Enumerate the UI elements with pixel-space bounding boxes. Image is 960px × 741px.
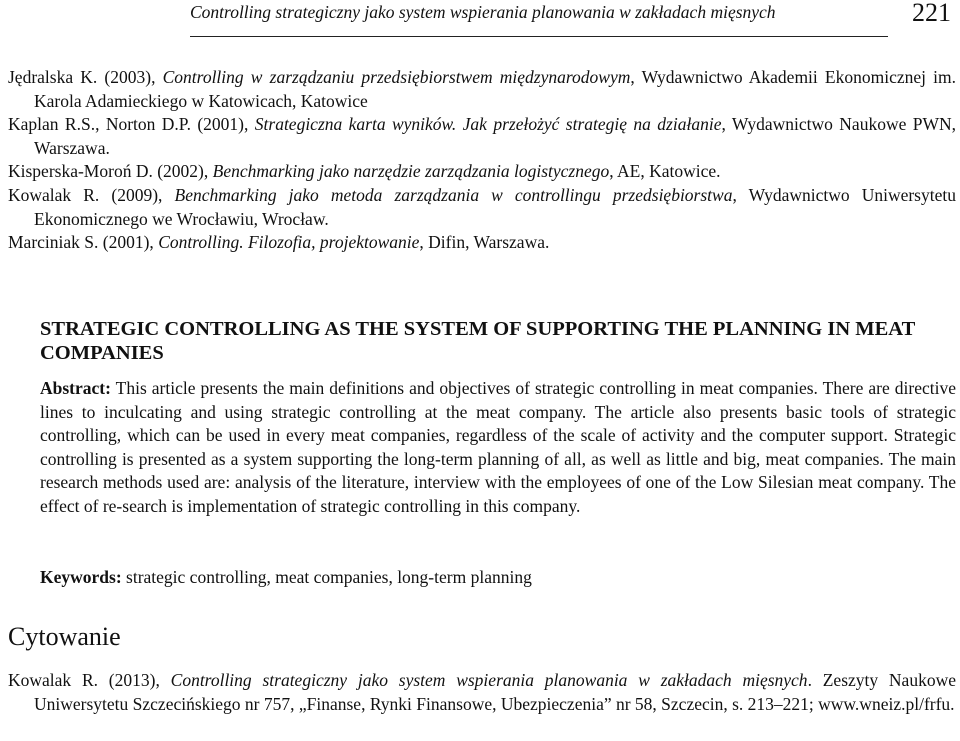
citation-title: Controlling strategiczny jako system wspierania planowania w zakładach mięsnych [170, 670, 808, 690]
reference-authors: Kowalak R. (2009), [8, 184, 175, 205]
reference-authors: Kaplan R.S., Norton D.P. (2001), [8, 114, 255, 135]
citation-heading: Cytowanie [8, 622, 121, 651]
citation-source: . Zeszyty Naukowe Uniwersytetu Szczecińskiego nr 757, „Finanse, Rynki Finansowe, Ubezpieczenia” nr 58, Szczecin, s. 213–221; www.wneiz.pl/frfu. [34, 670, 956, 714]
running-title: Controlling strategiczny jako system wspierania planowania w zakładach mięsnych [190, 2, 776, 22]
reference-title: Benchmarking jako metoda zarządzania w controllingu przedsiębiorstwa [174, 184, 733, 205]
citation-author: Kowalak R. (2013), [8, 670, 171, 690]
reference-publisher: , Wydawnictwo Akademii Ekonomicznej im. Karola Adamieckiego w Katowicach, Katowice [34, 67, 957, 111]
abstract [40, 377, 956, 519]
reference-title: Benchmarking jako narzędzie zarządzania logistycznego [212, 161, 610, 182]
reference-publisher: , Wydawnictwo Naukowe PWN, Warszawa. [34, 114, 956, 158]
reference-item [8, 113, 956, 160]
reference-publisher: , AE, Katowice. [609, 161, 721, 182]
reference-title: Controlling w zarządzaniu przedsiębiorstwem międzynarodowym [162, 67, 631, 87]
keywords-text: strategic controlling, meat companies, long-term planning [121, 567, 532, 587]
reference-item [8, 160, 956, 184]
page-number: 221 [912, 0, 951, 27]
reference-title: Controlling. Filozofia, projektowanie [158, 232, 420, 253]
reference-item [8, 66, 956, 113]
citation [8, 669, 956, 716]
reference-publisher: , Difin, Warszawa. [419, 232, 550, 253]
reference-authors: Marciniak S. (2001), [8, 232, 159, 253]
references-list [8, 66, 956, 255]
keywords [40, 566, 956, 590]
abstract-label: Abstract: [40, 378, 111, 398]
reference-item [8, 231, 956, 255]
reference-title: Strategiczna karta wyników. Jak przełożyć strategię na działanie [254, 114, 722, 135]
keywords-label: Keywords: [40, 567, 122, 587]
abstract-text: This article presents the main definitions and objectives of strategic controlling in meat companies. There are directive lines to inculcating and using strategic controlling at the meat company. The article also presents basic tools of strategic controlling, which can be used in every meat companies, regardless of the scale of activity and the computer support. Strategic controlling is presented as a system supporting the long-term planning of all, as well as little and big, meat companies. The main research methods used are: analysis of the literature, interview with the employees of one of the Low Silesian meat company. The effect of re-search is implementation of strategic controlling in this company. [40, 378, 956, 516]
reference-publisher: , Wydawnictwo Uniwersytetu Ekonomicznego we Wrocławiu, Wrocław. [34, 184, 956, 229]
reference-authors: Jędralska K. (2003), [8, 67, 163, 87]
reference-authors: Kisperska-Moroń D. (2002), [8, 161, 213, 182]
english-title: STRATEGIC CONTROLLING AS THE SYSTEM OF SUPPORTING THE PLANNING IN MEAT COMPANIES [40, 318, 915, 364]
citation-text [8, 669, 956, 716]
reference-item [8, 184, 956, 231]
running-header [190, 0, 888, 37]
